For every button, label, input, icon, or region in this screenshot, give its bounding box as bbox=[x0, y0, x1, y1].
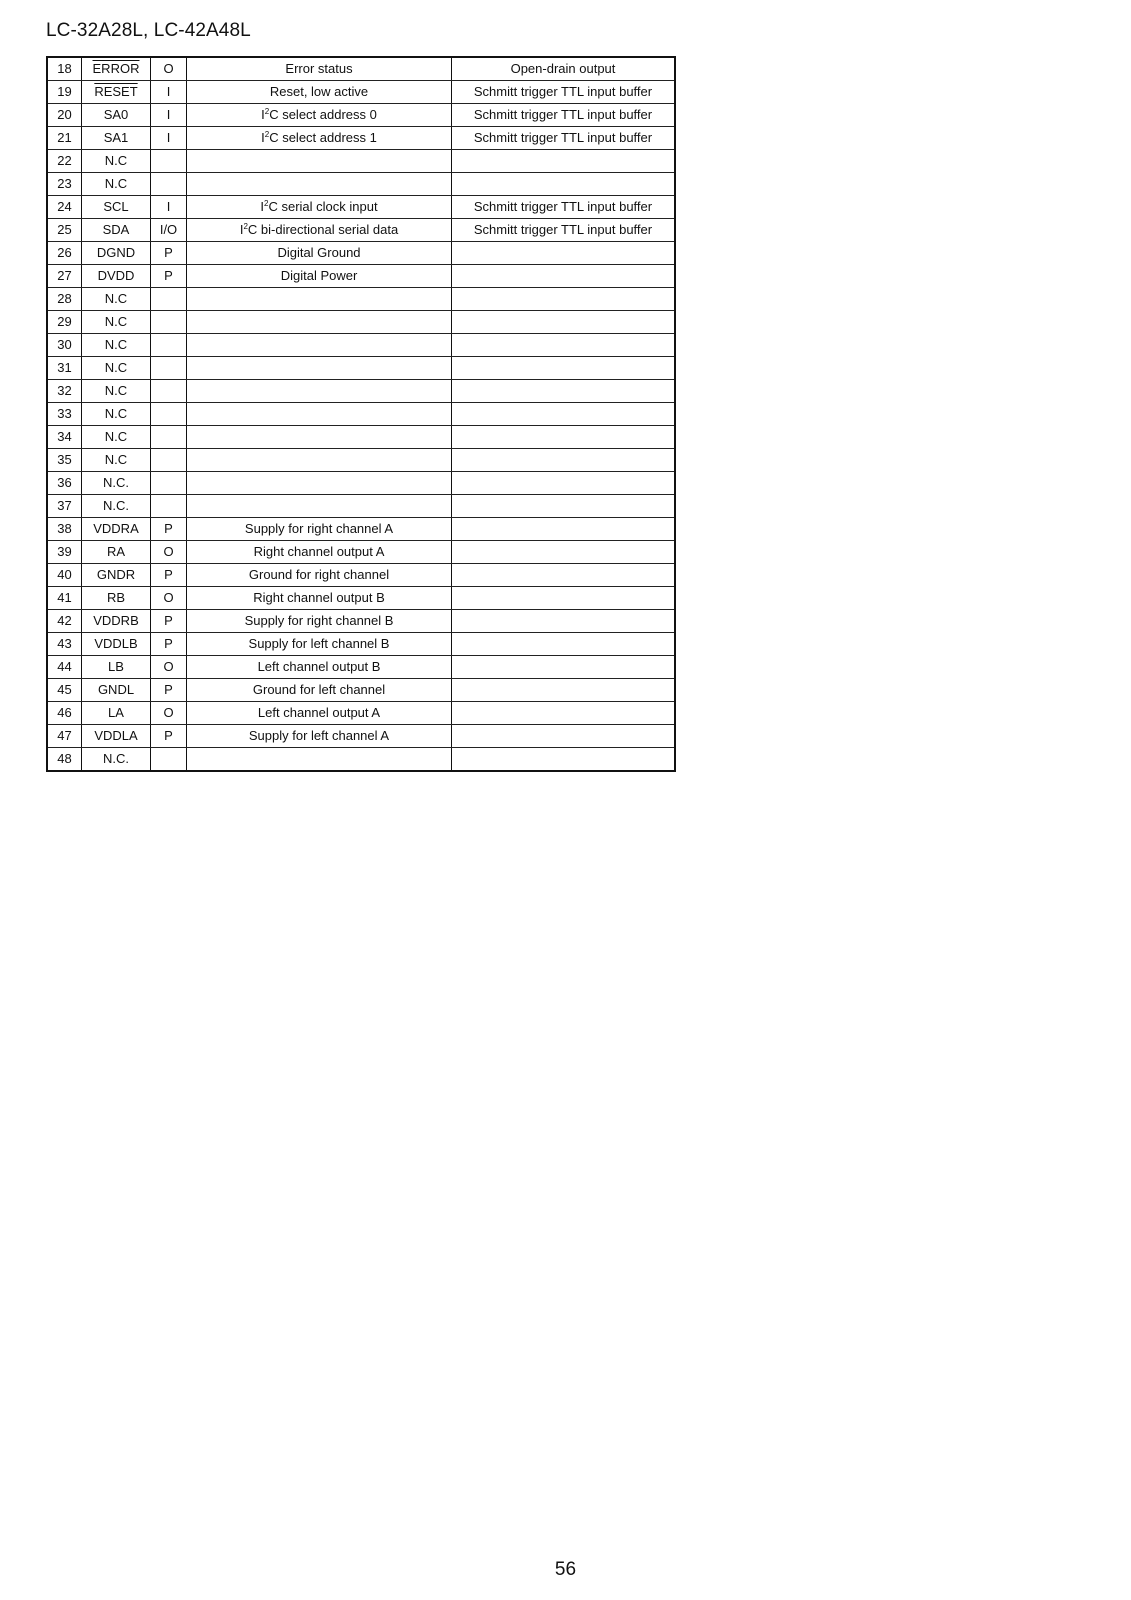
pin-io-type-cell bbox=[151, 288, 187, 311]
pin-io-type-cell: P bbox=[151, 633, 187, 656]
pin-number-cell: 23 bbox=[47, 173, 82, 196]
pin-name-text: DVDD bbox=[97, 268, 135, 283]
table-row bbox=[47, 334, 675, 357]
pin-name-text: N.C bbox=[104, 176, 128, 191]
pin-name-cell bbox=[82, 610, 151, 633]
pin-io-type-cell bbox=[151, 403, 187, 426]
pin-name-cell bbox=[82, 587, 151, 610]
description-prefix: I bbox=[261, 107, 265, 122]
pin-note-cell bbox=[452, 242, 676, 265]
pin-name-cell bbox=[82, 57, 151, 81]
description-text: C select address 0 bbox=[269, 107, 377, 122]
pin-name-text: ERROR bbox=[92, 61, 140, 76]
pin-name-cell bbox=[82, 633, 151, 656]
table-row bbox=[47, 472, 675, 495]
pin-note-cell bbox=[452, 495, 676, 518]
pin-name-text: VDDLA bbox=[94, 728, 138, 743]
pin-name-text: RESET bbox=[94, 84, 138, 99]
pin-description-cell bbox=[187, 357, 452, 380]
pin-name-text: VDDLB bbox=[94, 636, 138, 651]
table-row bbox=[47, 449, 675, 472]
pin-description-cell bbox=[187, 219, 452, 242]
pin-name-cell bbox=[82, 541, 151, 564]
pin-description-cell bbox=[187, 679, 452, 702]
pin-io-type-cell bbox=[151, 334, 187, 357]
pin-io-type-cell: P bbox=[151, 679, 187, 702]
table-row bbox=[47, 495, 675, 518]
pin-name-cell bbox=[82, 518, 151, 541]
pin-io-type-cell bbox=[151, 311, 187, 334]
description-text: Supply for left channel A bbox=[248, 728, 390, 743]
pin-name-cell bbox=[82, 104, 151, 127]
pin-note-cell bbox=[452, 403, 676, 426]
pin-name-text: N.C bbox=[104, 406, 128, 421]
pin-note-cell bbox=[452, 380, 676, 403]
pin-note-cell: Schmitt trigger TTL input buffer bbox=[452, 127, 676, 150]
pin-note-cell: Schmitt trigger TTL input buffer bbox=[452, 219, 676, 242]
pin-name-cell bbox=[82, 748, 151, 772]
pin-io-type-cell: O bbox=[151, 541, 187, 564]
pin-note-cell bbox=[452, 449, 676, 472]
pin-name-cell bbox=[82, 725, 151, 748]
pin-name-text: VDDRB bbox=[93, 613, 139, 628]
pin-name-cell bbox=[82, 656, 151, 679]
pin-name-text: N.C bbox=[104, 429, 128, 444]
description-text: Digital Power bbox=[280, 268, 358, 283]
pin-name-text: DGND bbox=[96, 245, 136, 260]
description-superscript: 2 bbox=[264, 130, 270, 139]
pin-note-cell bbox=[452, 426, 676, 449]
pin-io-type-cell: P bbox=[151, 242, 187, 265]
pin-io-type-cell: I bbox=[151, 196, 187, 219]
pin-description-cell bbox=[187, 57, 452, 81]
pin-note-cell bbox=[452, 288, 676, 311]
pin-number-cell: 30 bbox=[47, 334, 82, 357]
description-text: Left channel output B bbox=[257, 659, 381, 674]
description-prefix: I bbox=[239, 222, 244, 237]
pin-name-text: RB bbox=[106, 590, 126, 605]
table-row bbox=[47, 725, 675, 748]
pin-io-type-cell: P bbox=[151, 610, 187, 633]
pin-number-cell: 28 bbox=[47, 288, 82, 311]
pin-number-cell: 45 bbox=[47, 679, 82, 702]
pin-number-cell: 22 bbox=[47, 150, 82, 173]
pin-io-type-cell: I bbox=[151, 104, 187, 127]
pin-number-cell: 42 bbox=[47, 610, 82, 633]
table-row bbox=[47, 311, 675, 334]
pin-name-text: N.C bbox=[104, 291, 128, 306]
pin-number-cell: 24 bbox=[47, 196, 82, 219]
pin-number-cell: 21 bbox=[47, 127, 82, 150]
pin-name-text: SDA bbox=[102, 222, 130, 237]
table-row bbox=[47, 656, 675, 679]
pin-description-cell bbox=[187, 725, 452, 748]
pin-name-text: N.C bbox=[104, 337, 128, 352]
pin-note-cell bbox=[452, 173, 676, 196]
pin-name-cell bbox=[82, 219, 151, 242]
pin-number-cell: 38 bbox=[47, 518, 82, 541]
pin-note-cell: Schmitt trigger TTL input buffer bbox=[452, 81, 676, 104]
pin-note-cell bbox=[452, 702, 676, 725]
table-row bbox=[47, 219, 675, 242]
pin-note-cell bbox=[452, 610, 676, 633]
pin-name-cell bbox=[82, 311, 151, 334]
pin-io-type-cell bbox=[151, 426, 187, 449]
pin-name-text: N.C bbox=[104, 383, 128, 398]
description-superscript: 2 bbox=[243, 222, 248, 231]
pin-io-type-cell: P bbox=[151, 518, 187, 541]
pin-name-cell bbox=[82, 265, 151, 288]
table-row bbox=[47, 748, 675, 772]
pin-note-cell: Schmitt trigger TTL input buffer bbox=[452, 196, 676, 219]
pin-number-cell: 27 bbox=[47, 265, 82, 288]
pin-name-text: N.C. bbox=[103, 498, 129, 513]
pin-description-cell bbox=[187, 564, 452, 587]
pin-number-cell: 48 bbox=[47, 748, 82, 772]
pin-name-cell bbox=[82, 495, 151, 518]
pin-description-cell bbox=[187, 748, 452, 772]
table-row bbox=[47, 564, 675, 587]
table-row bbox=[47, 587, 675, 610]
pin-description-cell bbox=[187, 403, 452, 426]
description-text: Supply for left channel B bbox=[248, 636, 390, 651]
description-text: Right channel output B bbox=[253, 590, 385, 605]
pin-io-type-cell: O bbox=[151, 57, 187, 81]
pin-name-text: LB bbox=[108, 659, 124, 674]
pin-name-cell bbox=[82, 702, 151, 725]
pin-io-type-cell bbox=[151, 449, 187, 472]
description-text: Reset, low active bbox=[269, 84, 369, 99]
pin-note-cell bbox=[452, 311, 676, 334]
pin-name-text: LA bbox=[108, 705, 124, 720]
description-prefix: I bbox=[261, 130, 265, 145]
pin-description-cell bbox=[187, 265, 452, 288]
pin-number-cell: 20 bbox=[47, 104, 82, 127]
pin-description-cell bbox=[187, 196, 452, 219]
description-prefix: I bbox=[260, 199, 265, 214]
pin-number-cell: 37 bbox=[47, 495, 82, 518]
table-row bbox=[47, 196, 675, 219]
pin-number-cell: 41 bbox=[47, 587, 82, 610]
pin-note-cell bbox=[452, 518, 676, 541]
pin-number-cell: 44 bbox=[47, 656, 82, 679]
pin-number-cell: 36 bbox=[47, 472, 82, 495]
description-text: Left channel output A bbox=[257, 705, 381, 720]
pin-name-cell bbox=[82, 288, 151, 311]
pin-io-type-cell bbox=[151, 150, 187, 173]
pin-description-cell bbox=[187, 518, 452, 541]
pin-note-cell: Open-drain output bbox=[452, 57, 676, 81]
pin-name-cell bbox=[82, 196, 151, 219]
pin-name-cell bbox=[82, 679, 151, 702]
page-number: 56 bbox=[554, 1559, 577, 1580]
pin-io-type-cell: O bbox=[151, 587, 187, 610]
pin-io-type-cell bbox=[151, 380, 187, 403]
table-row bbox=[47, 173, 675, 196]
pin-io-type-cell: I bbox=[151, 127, 187, 150]
pin-name-cell bbox=[82, 242, 151, 265]
table-row bbox=[47, 150, 675, 173]
pin-note-cell bbox=[452, 472, 676, 495]
pin-number-cell: 19 bbox=[47, 81, 82, 104]
table-row bbox=[47, 81, 675, 104]
pin-number-cell: 39 bbox=[47, 541, 82, 564]
pin-io-type-cell: I/O bbox=[151, 219, 187, 242]
description-text: C bi-directional serial data bbox=[247, 222, 399, 237]
pin-name-cell bbox=[82, 127, 151, 150]
pin-name-cell bbox=[82, 426, 151, 449]
pin-note-cell bbox=[452, 748, 676, 772]
pin-name-text: N.C. bbox=[103, 475, 129, 490]
pin-io-type-cell bbox=[151, 748, 187, 772]
pin-io-type-cell: P bbox=[151, 564, 187, 587]
pin-name-cell bbox=[82, 449, 151, 472]
pin-description-cell bbox=[187, 633, 452, 656]
description-superscript: 2 bbox=[264, 199, 269, 208]
pin-description-cell bbox=[187, 426, 452, 449]
table-row bbox=[47, 426, 675, 449]
pin-name-cell bbox=[82, 472, 151, 495]
table-row bbox=[47, 57, 675, 81]
pin-io-type-cell: P bbox=[151, 265, 187, 288]
pin-io-type-cell bbox=[151, 495, 187, 518]
description-text: Supply for right channel B bbox=[244, 613, 394, 628]
pin-name-text: VDDRA bbox=[93, 521, 139, 536]
pin-note-cell bbox=[452, 564, 676, 587]
pin-io-type-cell: O bbox=[151, 702, 187, 725]
pin-name-text: RA bbox=[106, 544, 126, 559]
description-text: Digital Ground bbox=[277, 245, 361, 260]
pin-io-type-cell bbox=[151, 357, 187, 380]
table-row bbox=[47, 702, 675, 725]
pin-number-cell: 43 bbox=[47, 633, 82, 656]
description-text: Ground for right channel bbox=[248, 567, 390, 582]
pin-number-cell: 29 bbox=[47, 311, 82, 334]
pin-description-cell bbox=[187, 311, 452, 334]
pin-io-type-cell bbox=[151, 173, 187, 196]
description-text: Right channel output A bbox=[253, 544, 385, 559]
table-row bbox=[47, 610, 675, 633]
pin-note-cell bbox=[452, 541, 676, 564]
pin-note-cell bbox=[452, 679, 676, 702]
pin-name-cell bbox=[82, 150, 151, 173]
table-row bbox=[47, 518, 675, 541]
pin-description-cell bbox=[187, 173, 452, 196]
document-model-title: LC-32A28L, LC-42A48L bbox=[46, 20, 251, 41]
pin-name-cell bbox=[82, 334, 151, 357]
table-row bbox=[47, 104, 675, 127]
pin-note-cell bbox=[452, 334, 676, 357]
pin-note-cell bbox=[452, 633, 676, 656]
pin-description-cell bbox=[187, 656, 452, 679]
pin-name-text: N.C bbox=[104, 452, 128, 467]
pin-description-cell bbox=[187, 81, 452, 104]
table-row bbox=[47, 265, 675, 288]
pin-name-text: SA1 bbox=[103, 130, 129, 145]
pin-name-text: GNDR bbox=[96, 567, 136, 582]
description-superscript: 2 bbox=[264, 107, 270, 116]
pin-note-cell bbox=[452, 656, 676, 679]
pin-number-cell: 25 bbox=[47, 219, 82, 242]
pin-description-cell bbox=[187, 541, 452, 564]
pin-io-type-cell: O bbox=[151, 656, 187, 679]
table-row bbox=[47, 288, 675, 311]
pin-description-cell bbox=[187, 610, 452, 633]
table-row bbox=[47, 127, 675, 150]
pin-number-cell: 31 bbox=[47, 357, 82, 380]
pin-number-cell: 40 bbox=[47, 564, 82, 587]
pin-name-text: N.C. bbox=[103, 751, 129, 766]
pin-description-cell bbox=[187, 587, 452, 610]
pin-name-cell bbox=[82, 380, 151, 403]
pin-number-cell: 33 bbox=[47, 403, 82, 426]
table-row bbox=[47, 380, 675, 403]
description-text: Supply for right channel A bbox=[244, 521, 394, 536]
pin-name-cell bbox=[82, 564, 151, 587]
pin-description-cell bbox=[187, 127, 452, 150]
pin-description-cell bbox=[187, 288, 452, 311]
pin-description-cell bbox=[187, 472, 452, 495]
pin-name-cell bbox=[82, 357, 151, 380]
description-text: C serial clock input bbox=[268, 199, 378, 214]
pin-number-cell: 35 bbox=[47, 449, 82, 472]
pin-name-text: N.C bbox=[104, 153, 128, 168]
pin-name-text: N.C bbox=[104, 360, 128, 375]
pin-note-cell: Schmitt trigger TTL input buffer bbox=[452, 104, 676, 127]
pin-name-text: SA0 bbox=[103, 107, 129, 122]
pin-name-text: N.C bbox=[104, 314, 128, 329]
pin-io-type-cell: I bbox=[151, 81, 187, 104]
pin-description-cell bbox=[187, 495, 452, 518]
description-text: Error status bbox=[285, 61, 353, 76]
pin-number-cell: 26 bbox=[47, 242, 82, 265]
pin-description-cell bbox=[187, 150, 452, 173]
pin-table-body bbox=[47, 57, 675, 771]
pin-description-cell bbox=[187, 242, 452, 265]
table-row bbox=[47, 633, 675, 656]
pin-name-cell bbox=[82, 173, 151, 196]
pin-note-cell bbox=[452, 725, 676, 748]
pin-note-cell bbox=[452, 357, 676, 380]
pin-note-cell bbox=[452, 150, 676, 173]
pin-description-table bbox=[46, 56, 676, 772]
pin-name-text: SCL bbox=[103, 199, 129, 214]
table-row bbox=[47, 242, 675, 265]
pin-name-cell bbox=[82, 403, 151, 426]
table-row bbox=[47, 357, 675, 380]
pin-number-cell: 32 bbox=[47, 380, 82, 403]
pin-number-cell: 34 bbox=[47, 426, 82, 449]
pin-description-cell bbox=[187, 334, 452, 357]
pin-number-cell: 47 bbox=[47, 725, 82, 748]
pin-io-type-cell bbox=[151, 472, 187, 495]
pin-description-cell bbox=[187, 702, 452, 725]
table-row bbox=[47, 403, 675, 426]
pin-description-cell bbox=[187, 449, 452, 472]
pin-number-cell: 46 bbox=[47, 702, 82, 725]
description-text: C select address 1 bbox=[269, 130, 377, 145]
pin-name-text: GNDL bbox=[97, 682, 135, 697]
pin-io-type-cell: P bbox=[151, 725, 187, 748]
pin-name-cell bbox=[82, 81, 151, 104]
pin-description-cell bbox=[187, 380, 452, 403]
table-row bbox=[47, 541, 675, 564]
description-text: Ground for left channel bbox=[252, 682, 386, 697]
pin-note-cell bbox=[452, 587, 676, 610]
pin-number-cell: 18 bbox=[47, 57, 82, 81]
table-row bbox=[47, 679, 675, 702]
pin-note-cell bbox=[452, 265, 676, 288]
pin-description-cell bbox=[187, 104, 452, 127]
